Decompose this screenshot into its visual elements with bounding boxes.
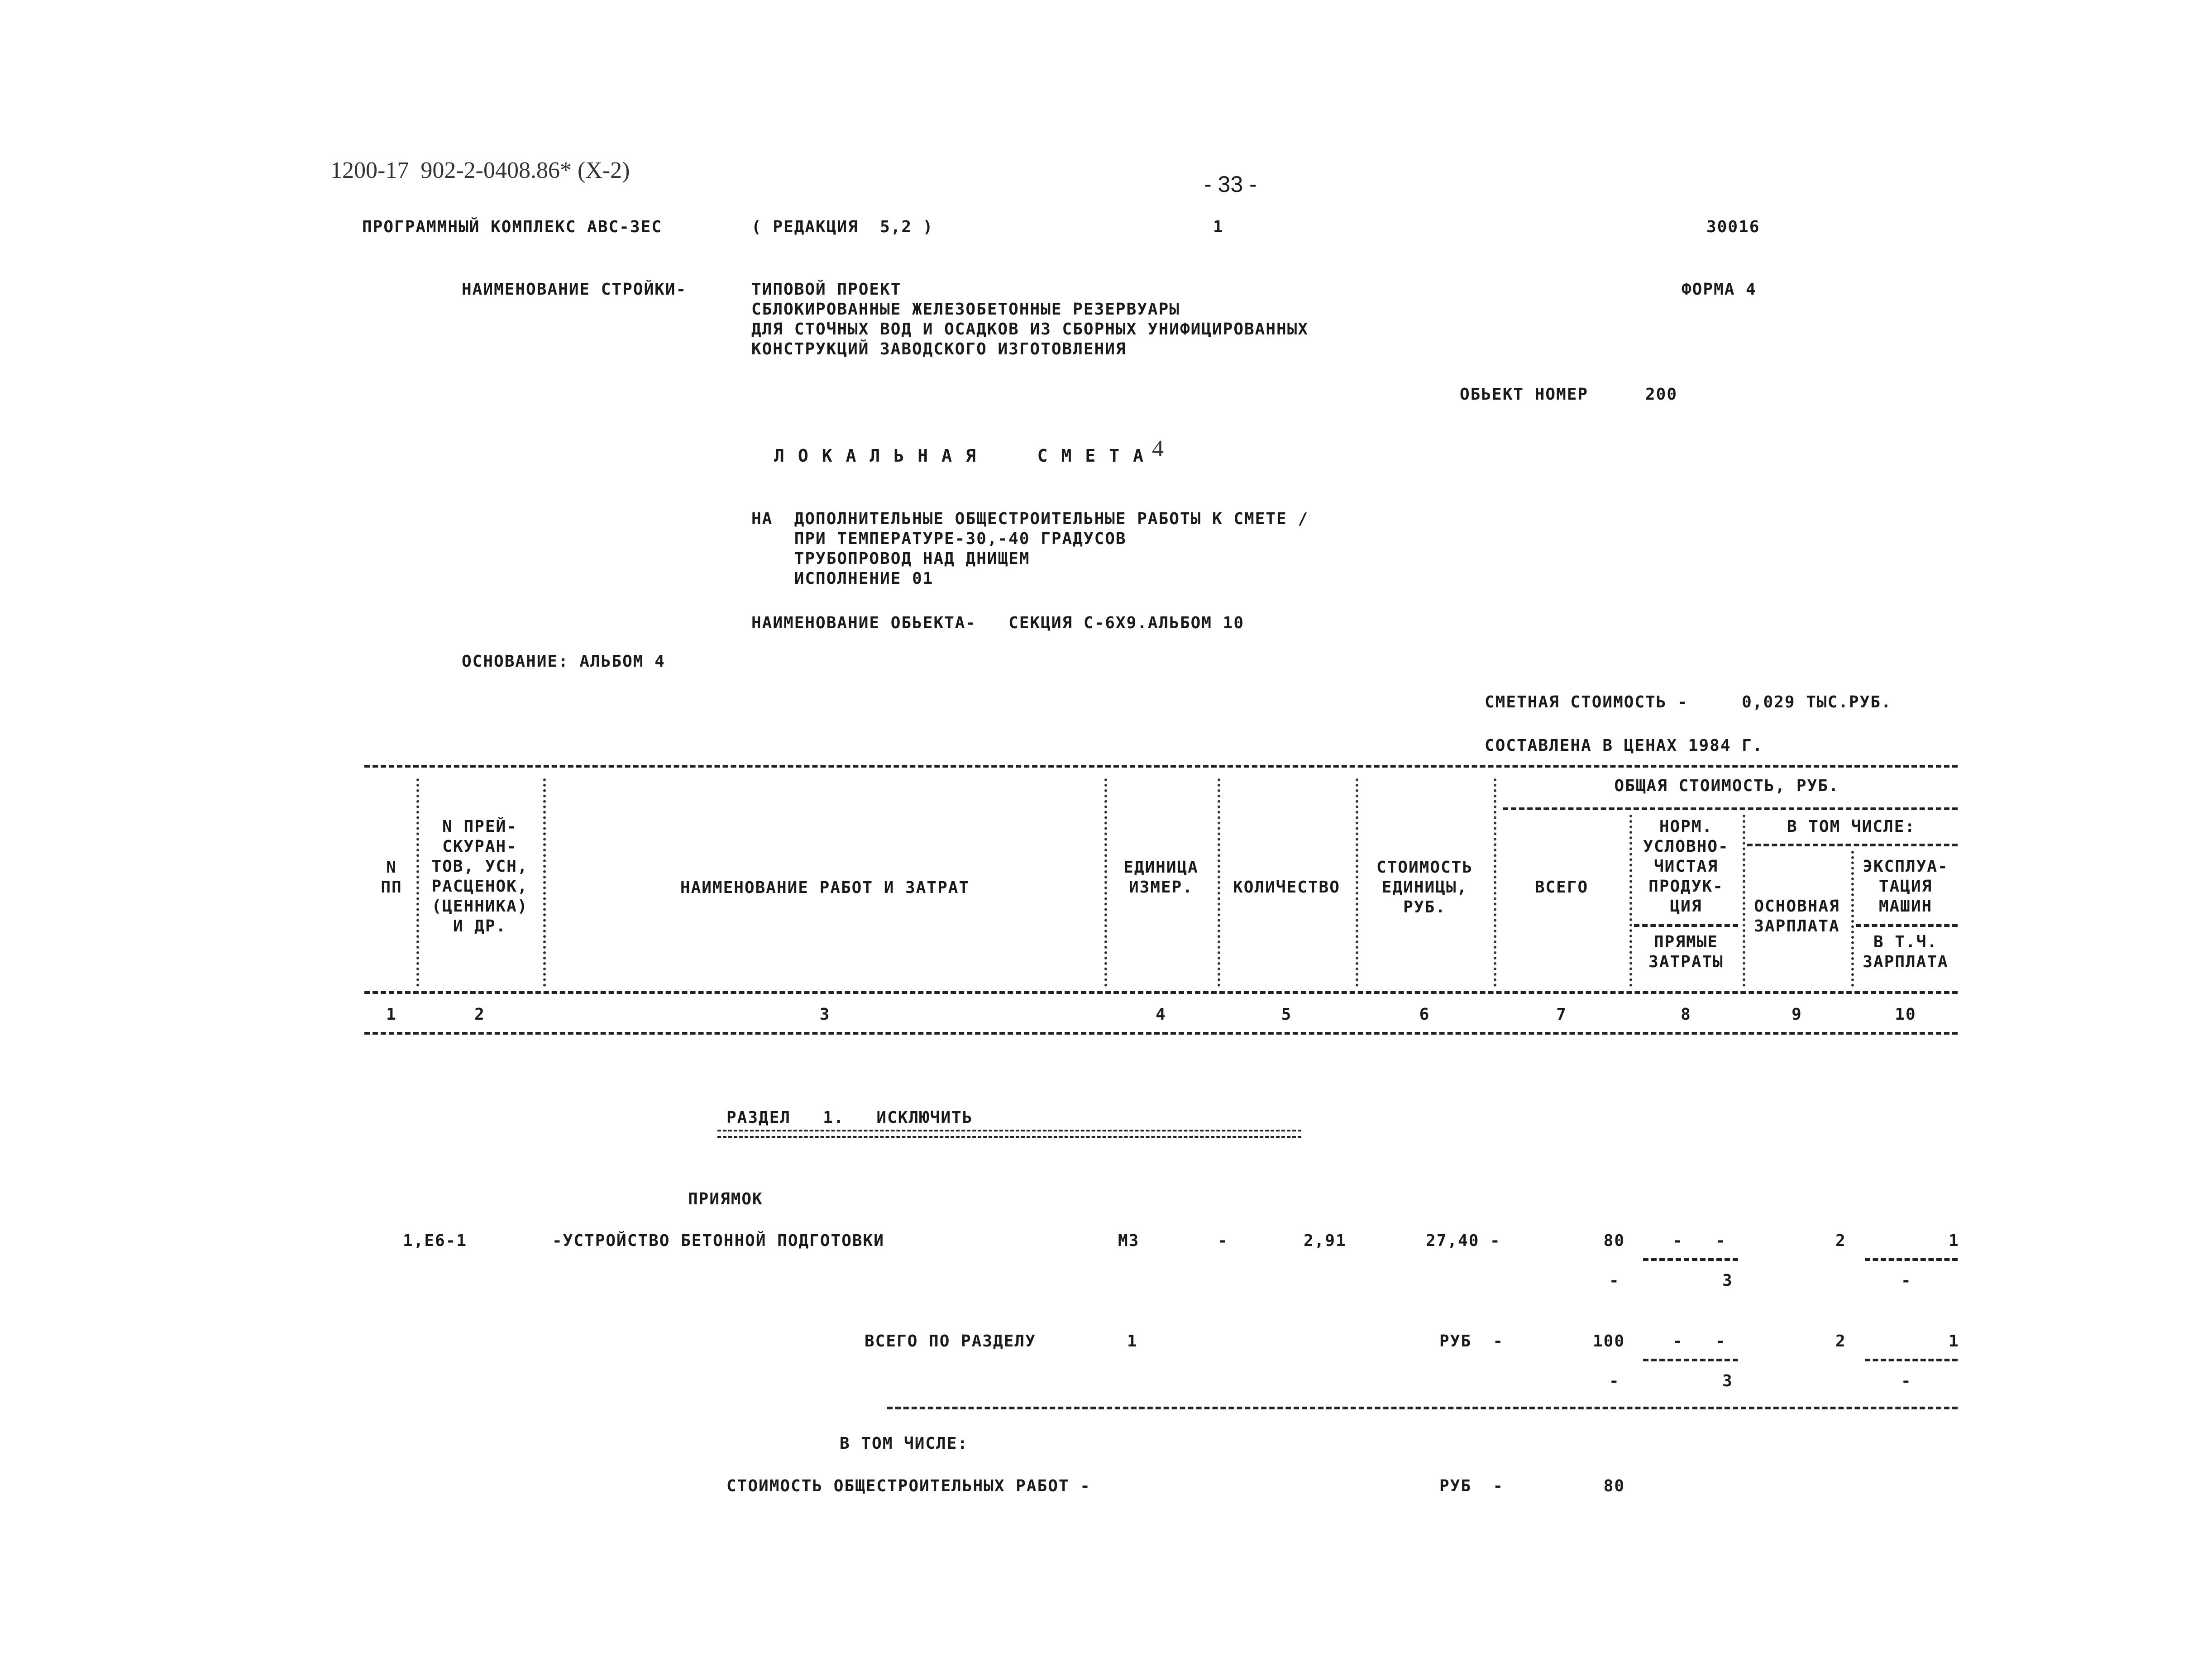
- table-top-rule: [364, 765, 1958, 768]
- row-unit-price: 27,40 -: [1426, 1231, 1501, 1250]
- row-sub-col8: 3: [1722, 1271, 1733, 1290]
- col4-line1: ЕДИНИЦА: [1123, 858, 1199, 877]
- section-total-col10-rule: [1865, 1359, 1958, 1361]
- col10-line2: ТАЦИЯ: [1878, 877, 1933, 896]
- col-number-8: 8: [1681, 1005, 1691, 1024]
- col7-header: ВСЕГО: [1534, 878, 1589, 897]
- col-number-6: 6: [1419, 1005, 1430, 1024]
- including-header: В ТОМ ЧИСЛЕ:: [1787, 817, 1916, 836]
- row-col8-rule: [1643, 1258, 1738, 1261]
- construction-line-4: КОНСТРУКЦИЙ ЗАВОДСКОГО ИЗГОТОВЛЕНИЯ: [751, 340, 1127, 358]
- estimated-cost: СМЕТНАЯ СТОИМОСТЬ - 0,029 ТЫС.РУБ.: [1485, 693, 1892, 711]
- col3-header: НАИМЕНОВАНИЕ РАБОТ И ЗАТРАТ: [680, 878, 970, 897]
- page-number: - 33 -: [1204, 172, 1257, 197]
- object-name: НАИМЕНОВАНИЕ ОБЬЕКТА- СЕКЦИЯ С-6Х9.АЛЬБОМ 10: [751, 614, 1244, 632]
- construction-line-2: СБЛОКИРОВАННЫЕ ЖЕЛЕЗОБЕТОННЫЕ РЕЗЕРВУАРЫ: [751, 300, 1180, 319]
- col6-line3: РУБ.: [1403, 898, 1446, 916]
- section-total-sub-col10: -: [1901, 1372, 1912, 1390]
- row-name: -УСТРОЙСТВО БЕТОННОЙ ПОДГОТОВКИ: [552, 1231, 884, 1250]
- col-number-2: 2: [474, 1005, 485, 1024]
- col1-line1: N: [386, 858, 397, 877]
- row-total: 80: [1603, 1231, 1625, 1250]
- col8-line4: ПРОДУК-: [1648, 877, 1724, 896]
- construction-line-1: ТИПОВОЙ ПРОЕКТ: [751, 280, 902, 299]
- col8-line1: НОРМ.: [1659, 817, 1713, 836]
- separator: [543, 778, 546, 987]
- col10-line1: ЭКСПЛУА-: [1863, 857, 1949, 876]
- numbers-bottom-rule: [364, 1032, 1958, 1035]
- col-number-10: 10: [1895, 1005, 1916, 1024]
- section-total-sub-col8: 3: [1722, 1372, 1733, 1390]
- row-col8: - -: [1672, 1231, 1726, 1250]
- col10-rule: [1856, 924, 1958, 927]
- col10-line3: МАШИН: [1878, 897, 1933, 916]
- col-number-4: 4: [1156, 1005, 1166, 1024]
- total-cost-rule: [1503, 807, 1958, 810]
- section-total-label: ВСЕГО ПО РАЗДЕЛУ: [865, 1332, 1036, 1351]
- including-rule: [1747, 844, 1958, 846]
- construction-label: НАИМЕНОВАНИЕ СТРОЙКИ-: [462, 280, 687, 299]
- row-code: 1,Е6-1: [403, 1231, 468, 1250]
- row-col10: 1: [1949, 1231, 1959, 1250]
- col2-line3: ТОВ, УСН,: [431, 857, 528, 876]
- document-code: 1200-17 902-2-0408.86* (X-2): [330, 158, 630, 183]
- object-number: 200: [1645, 385, 1678, 404]
- col6-line1: СТОИМОСТЬ: [1376, 858, 1473, 877]
- total-cost-header: ОБЩАЯ СТОИМОСТЬ, РУБ.: [1614, 777, 1839, 795]
- sheet-number: 1: [1213, 218, 1224, 236]
- col8-line5: ЦИЯ: [1670, 897, 1702, 916]
- section-total-number: 1: [1127, 1332, 1138, 1351]
- section-total-rule: [887, 1407, 1958, 1409]
- general-works-label: СТОИМОСТЬ ОБЩЕСТРОИТЕЛЬНЫХ РАБОТ -: [726, 1477, 1091, 1495]
- col1-line2: ПП: [381, 878, 402, 897]
- section-total-value: 100: [1592, 1332, 1625, 1351]
- general-works-value: 80: [1603, 1477, 1625, 1495]
- incl-wage-line1: В Т.Ч.: [1873, 933, 1938, 951]
- col2-line1: N ПРЕЙ-: [442, 817, 517, 836]
- purpose-line-3: ТРУБОПРОВОД НАД ДНИЩЕМ: [751, 549, 1030, 568]
- basis: ОСНОВАНИЕ: АЛЬБОМ 4: [462, 652, 665, 671]
- purpose-line-4: ИСПОЛНЕНИЕ 01: [751, 569, 934, 588]
- estimate-number-handwritten: 4: [1152, 436, 1164, 462]
- col9-line1: ОСНОВНАЯ: [1754, 897, 1840, 916]
- row-unit: М3: [1118, 1231, 1140, 1250]
- section-total-sub-dash: -: [1609, 1372, 1620, 1390]
- col6-line2: ЕДИНИЦЫ,: [1381, 878, 1468, 897]
- general-works-unit: РУБ -: [1439, 1477, 1504, 1495]
- section-underline: [717, 1130, 1301, 1138]
- program-name: ПРОГРАММНЫЙ КОМПЛЕКС АВС-3ЕС: [362, 218, 662, 236]
- col9-line2: ЗАРПЛАТА: [1754, 917, 1840, 936]
- edition: ( РЕДАКЦИЯ 5,2 ): [751, 218, 934, 236]
- header-bottom-rule: [364, 991, 1958, 994]
- form-label: ФОРМА 4: [1682, 280, 1757, 299]
- incl-wage-line2: ЗАРПЛАТА: [1863, 953, 1949, 971]
- col-number-9: 9: [1792, 1005, 1802, 1024]
- col-number-7: 7: [1556, 1005, 1567, 1024]
- price-level: СОСТАВЛЕНА В ЦЕНАХ 1984 Г.: [1485, 736, 1763, 755]
- direct-costs-line2: ЗАТРАТЫ: [1648, 953, 1724, 971]
- section-total-col10: 1: [1949, 1332, 1959, 1351]
- group-title: ПРИЯМОК: [688, 1190, 763, 1208]
- row-sub-dash: -: [1609, 1271, 1620, 1290]
- section-title: РАЗДЕЛ 1. ИСКЛЮЧИТЬ: [726, 1108, 973, 1127]
- col8-line2: УСЛОВНО-: [1643, 837, 1729, 856]
- section-total-col8: - -: [1672, 1332, 1726, 1351]
- col2-line2: СКУРАН-: [442, 837, 517, 856]
- col4-line2: ИЗМЕР.: [1128, 878, 1194, 897]
- col-number-5: 5: [1281, 1005, 1292, 1024]
- row-quantity: 2,91: [1304, 1231, 1347, 1250]
- col-number-3: 3: [819, 1005, 831, 1024]
- col5-header: КОЛИЧЕСТВО: [1233, 878, 1340, 897]
- direct-costs-line1: ПРЯМЫЕ: [1653, 933, 1719, 951]
- col8-line3: ЧИСТАЯ: [1653, 857, 1719, 876]
- row-dash: -: [1218, 1231, 1228, 1250]
- object-number-label: ОБЬЕКТ НОМЕР: [1460, 385, 1589, 404]
- col2-line4: РАСЦЕНОК,: [431, 877, 528, 896]
- estimate-title: ЛОКАЛЬНАЯ СМЕТА: [774, 446, 1157, 466]
- purpose-line-1: НА ДОПОЛНИТЕЛЬНЫЕ ОБЩЕСТРОИТЕЛЬНЫЕ РАБОТЫ К СМЕТЕ /: [751, 510, 1309, 528]
- construction-line-3: ДЛЯ СТОЧНЫХ ВОД И ОСАДКОВ ИЗ СБОРНЫХ УНИФИЦИРОВАННЫХ: [751, 320, 1309, 339]
- col-number-1: 1: [386, 1005, 397, 1024]
- col2-line5: (ЦЕННИКА): [431, 897, 528, 916]
- purpose-line-2: ПРИ ТЕМПЕРАТУРЕ-30,-40 ГРАДУСОВ: [751, 530, 1127, 548]
- row-col9: 2: [1835, 1231, 1846, 1250]
- row-col10-rule: [1865, 1258, 1958, 1261]
- section-total-col8-rule: [1643, 1359, 1738, 1361]
- including-label: В ТОМ ЧИСЛЕ:: [840, 1434, 969, 1453]
- section-total-unit: РУБ -: [1439, 1332, 1504, 1351]
- document-number: 30016: [1706, 218, 1760, 236]
- col8-rule: [1634, 924, 1738, 927]
- row-sub-col10: -: [1901, 1271, 1912, 1290]
- col2-line6: И ДР.: [453, 917, 507, 936]
- section-total-col9: 2: [1835, 1332, 1846, 1351]
